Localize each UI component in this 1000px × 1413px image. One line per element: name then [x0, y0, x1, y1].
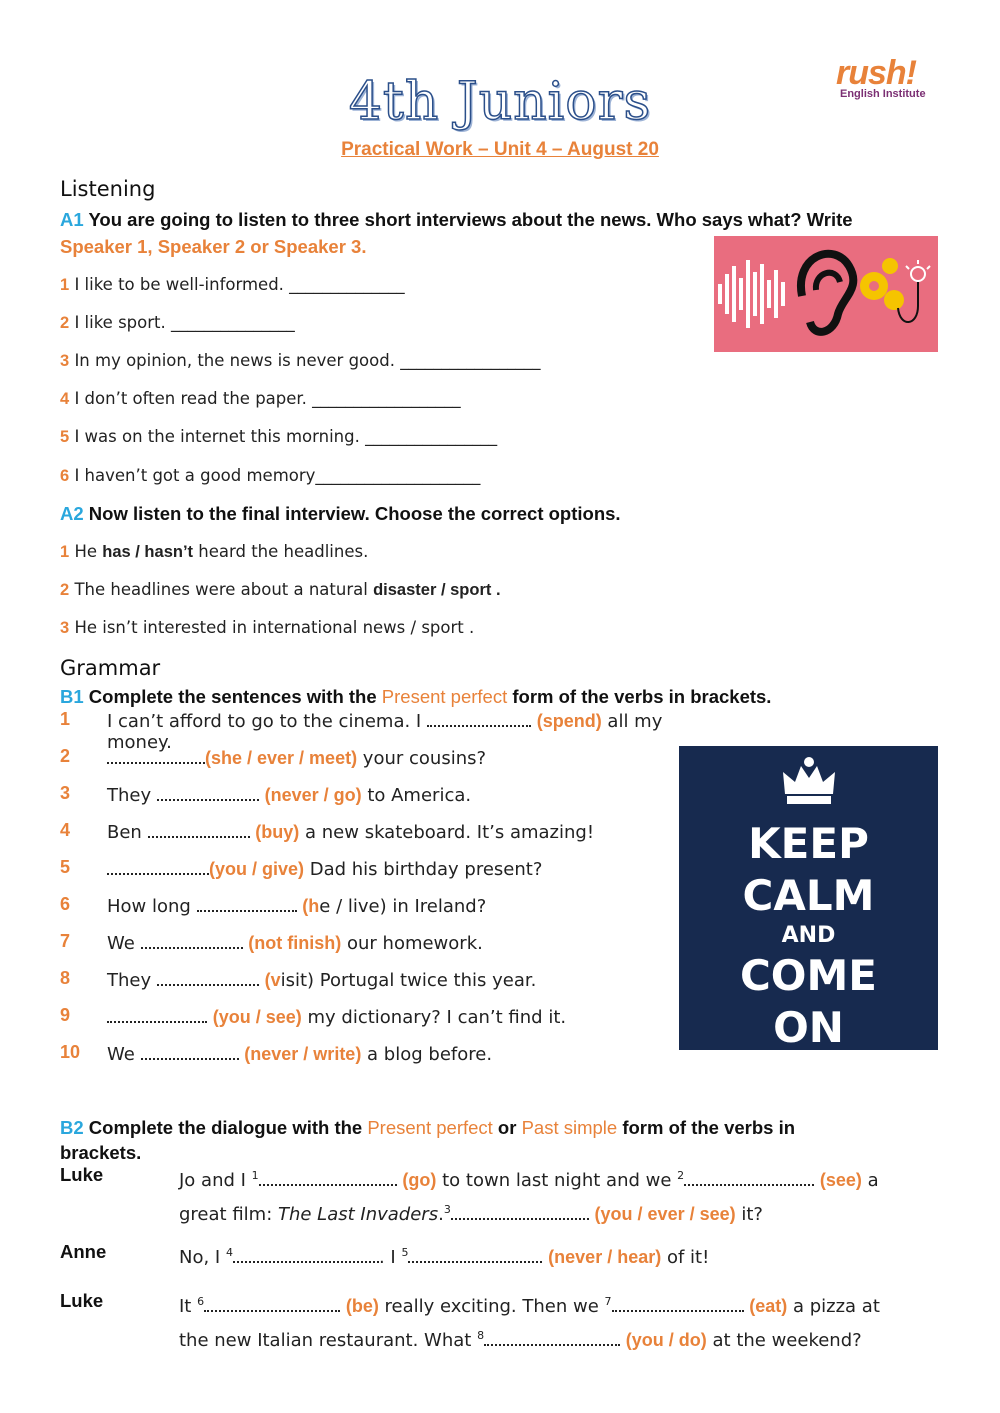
- answer-blank[interactable]: [148, 820, 250, 838]
- page-subtitle: Practical Work – Unit 4 – August 20: [341, 139, 659, 160]
- answer-blank[interactable]: [427, 709, 531, 727]
- poster-line-on: ON: [773, 1003, 844, 1052]
- keep-calm-poster: [679, 746, 938, 1050]
- answer-blank[interactable]: [684, 1168, 814, 1186]
- b1-item: 1 I can’t afford to go to the cinema. I (spend) all my money.: [60, 709, 663, 753]
- speaker-label: Anne: [60, 1241, 107, 1262]
- poster-line-and: AND: [781, 923, 836, 948]
- b1-item: 3 They (never / go) to America.: [60, 783, 472, 806]
- page-title: 4th Juniors: [348, 72, 652, 132]
- grammar-heading: Grammar: [60, 656, 161, 680]
- answer-blank[interactable]: [233, 1245, 379, 1263]
- poster-line-calm: CALM: [742, 871, 875, 920]
- ear-sound-icon: [714, 236, 938, 352]
- answer-blank[interactable]: [107, 1005, 207, 1023]
- listening-illustration: [714, 236, 938, 352]
- answer-blank[interactable]: [107, 857, 209, 875]
- poster-line-come: COME: [739, 951, 877, 1000]
- list-item: 1 He has / hasn’t heard the headlines.: [60, 542, 369, 561]
- logo-subtitle: English Institute: [840, 88, 926, 100]
- list-item: 3 He isn’t interested in international news / sport .: [60, 618, 475, 637]
- list-item: 5 I was on the internet this morning. ________________: [60, 427, 498, 446]
- b1-item: 7 We (not finish) our homework.: [60, 931, 483, 954]
- list-item: 4 I don’t often read the paper. __________________: [60, 389, 461, 408]
- b2-instruction: B2 Complete the dialogue with the Present perfect or Past simple form of the verbs in brackets.: [60, 1117, 796, 1163]
- logo: [836, 54, 946, 100]
- list-item: 3 In my opinion, the news is never good. _________________: [60, 351, 541, 370]
- answer-blank[interactable]: [408, 1245, 542, 1263]
- a2-instruction-text: Now listen to the final interview. Choose the correct options.: [88, 503, 621, 524]
- b1-item: 5 (you / give) Dad his birthday present?: [60, 857, 543, 880]
- speaker-label: Luke: [60, 1164, 104, 1185]
- b1-item: 10 We (never / write) a blog before.: [60, 1042, 493, 1065]
- answer-blank[interactable]: [197, 894, 297, 912]
- a1-options: Speaker 1, Speaker 2 or Speaker 3.: [60, 236, 367, 257]
- b1-item: 9 (you / see) my dictionary? I can’t find it.: [60, 1005, 567, 1028]
- list-item: 1 I like to be well-informed. ______________: [60, 275, 405, 294]
- list-item: 2 The headlines were about a natural disaster / sport .: [60, 580, 501, 599]
- a1-instruction-text: You are going to listen to three short interviews about the news. Who says what? Write: [88, 209, 853, 230]
- a1-instruction: [60, 209, 940, 231]
- answer-blank[interactable]: [484, 1328, 620, 1346]
- list-item: 2 I like sport. _______________: [60, 313, 295, 332]
- dialogue-line: Jo and I $^1$ (go) to town last night and we $^2$ (see) a great film: The Last Invaders.$^3$ (you / ever / see) it?: [179, 1169, 879, 1225]
- a2-instruction: [60, 503, 621, 525]
- answer-blank[interactable]: [157, 968, 259, 986]
- listening-heading: Listening: [60, 177, 156, 201]
- a1-code: A1: [60, 209, 84, 230]
- b1-instruction: B1 Complete the sentences with the Present perfect form of the verbs in brackets.: [60, 686, 772, 707]
- answer-blank[interactable]: [451, 1202, 589, 1220]
- b1-item: 8 They (visit) Portugal twice this year.: [60, 968, 537, 991]
- answer-blank[interactable]: [204, 1294, 340, 1312]
- b1-item: 6 How long (he / live) in Ireland?: [60, 894, 487, 917]
- crown-icon: [779, 754, 839, 810]
- speaker-label: Luke: [60, 1290, 104, 1311]
- logo-brand: rush!: [836, 54, 916, 92]
- dialogue-line: It $^6$ (be) really exciting. Then we $^7$ (eat) a pizza at the new Italian restaurant. What $^8$ (you / do) at the weekend?: [179, 1295, 880, 1351]
- answer-blank[interactable]: [157, 783, 259, 801]
- poster-line-keep: KEEP: [748, 819, 869, 868]
- answer-blank[interactable]: [612, 1294, 744, 1312]
- a2-code: A2: [60, 503, 84, 524]
- answer-blank[interactable]: [141, 1042, 239, 1060]
- answer-blank[interactable]: [107, 746, 205, 764]
- b1-item: 4 Ben (buy) a new skateboard. It’s amazing!: [60, 820, 595, 843]
- b1-item: 2 (she / ever / meet) your cousins?: [60, 746, 487, 769]
- dialogue-line: No, I $^4$ . I $^5$ (never / hear) of it!: [179, 1246, 710, 1268]
- answer-blank[interactable]: [141, 931, 243, 949]
- answer-blank[interactable]: [259, 1168, 397, 1186]
- list-item: 6 I haven’t got a good memory____________________: [60, 466, 481, 485]
